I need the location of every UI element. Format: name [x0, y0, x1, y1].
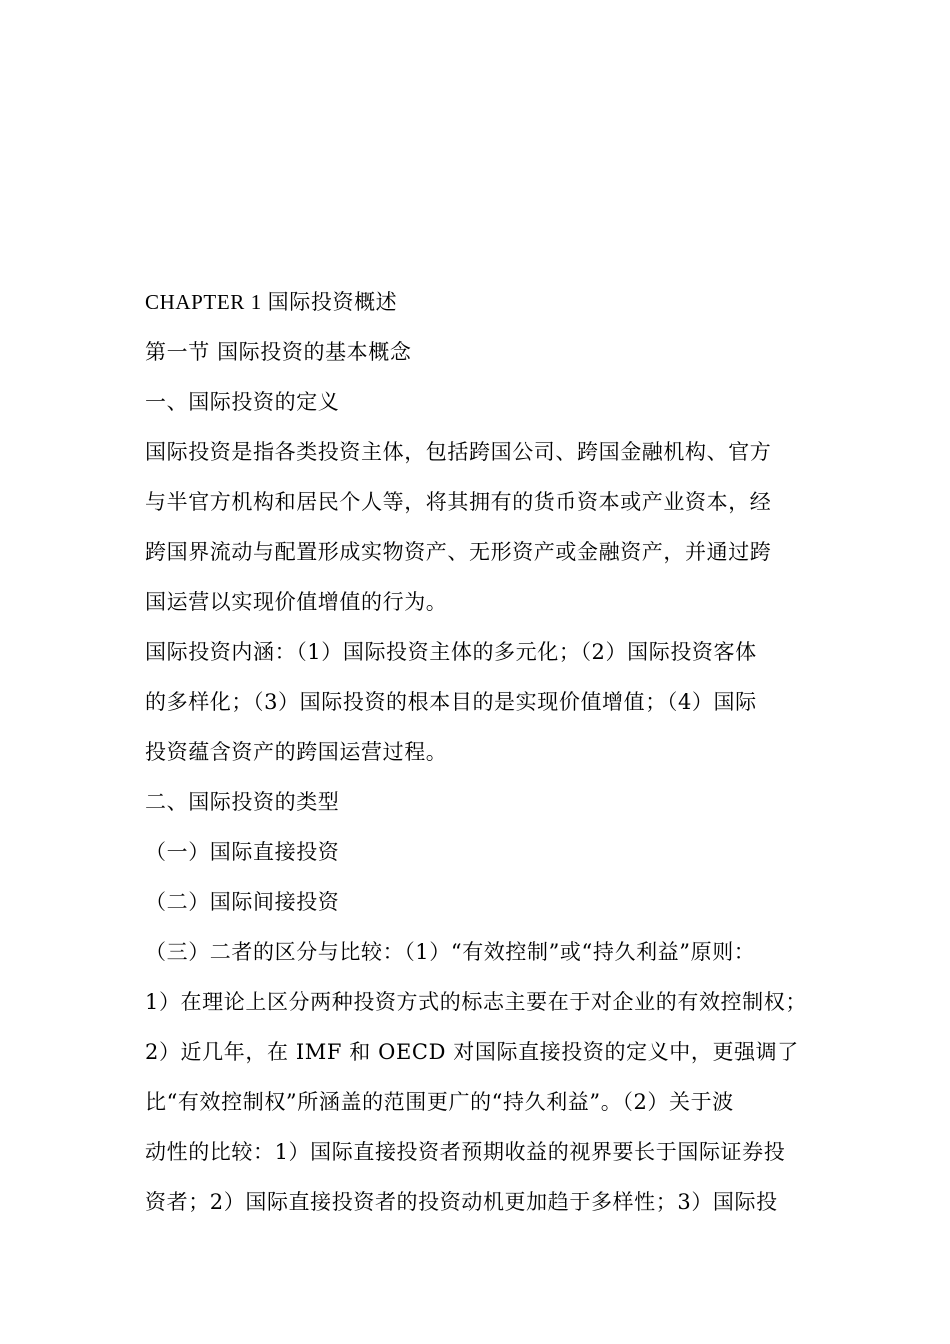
- paragraph-line: 国际投资是指各类投资主体，包括跨国公司、跨国金融机构、官方: [145, 440, 772, 464]
- subheading-direct-investment: （一）国际直接投资: [145, 840, 340, 864]
- paragraph-line: 的多样化；（3）国际投资的根本目的是实现价值增值；（4）国际: [145, 690, 757, 714]
- paragraph-line: 投资蕴含资产的跨国运营过程。: [145, 740, 448, 764]
- paragraph-line: 国运营以实现价值增值的行为。: [145, 590, 448, 614]
- chapter-title: CHAPTER 1 国际投资概述: [145, 290, 398, 314]
- paragraph-line: 跨国界流动与配置形成实物资产、无形资产或金融资产，并通过跨: [145, 540, 772, 564]
- connotation-paragraph: [145, 627, 835, 777]
- paragraph-line: 动性的比较：1）国际直接投资者预期收益的视界要长于国际证券投: [145, 1140, 786, 1164]
- section-title: 第一节 国际投资的基本概念: [145, 340, 412, 364]
- heading-definition: 一、国际投资的定义: [145, 390, 340, 414]
- paragraph-line: 资者；2）国际直接投资者的投资动机更加趋于多样性；3）国际投: [145, 1190, 778, 1214]
- heading-types: 二、国际投资的类型: [145, 790, 340, 814]
- paragraph-line: 1）在理论上区分两种投资方式的标志主要在于对企业的有效控制权；: [145, 990, 807, 1014]
- comparison-paragraph: [145, 927, 835, 1227]
- paragraph-line: （三）二者的区分与比较：（1）“有效控制”或“持久利益”原则：: [145, 940, 756, 964]
- paragraph-line: 国际投资内涵：（1）国际投资主体的多元化；（2）国际投资客体: [145, 640, 757, 664]
- definition-paragraph: [145, 427, 835, 627]
- paragraph-line: 2）近几年，在 IMF 和 OECD 对国际直接投资的定义中，更强调了: [145, 1040, 799, 1064]
- document-page: [145, 277, 835, 1227]
- paragraph-line: 与半官方机构和居民个人等，将其拥有的货币资本或产业资本，经: [145, 490, 772, 514]
- paragraph-line: 比“有效控制权”所涵盖的范围更广的“持久利益”。（2）关于波: [145, 1090, 734, 1114]
- subheading-indirect-investment: （二）国际间接投资: [145, 890, 340, 914]
